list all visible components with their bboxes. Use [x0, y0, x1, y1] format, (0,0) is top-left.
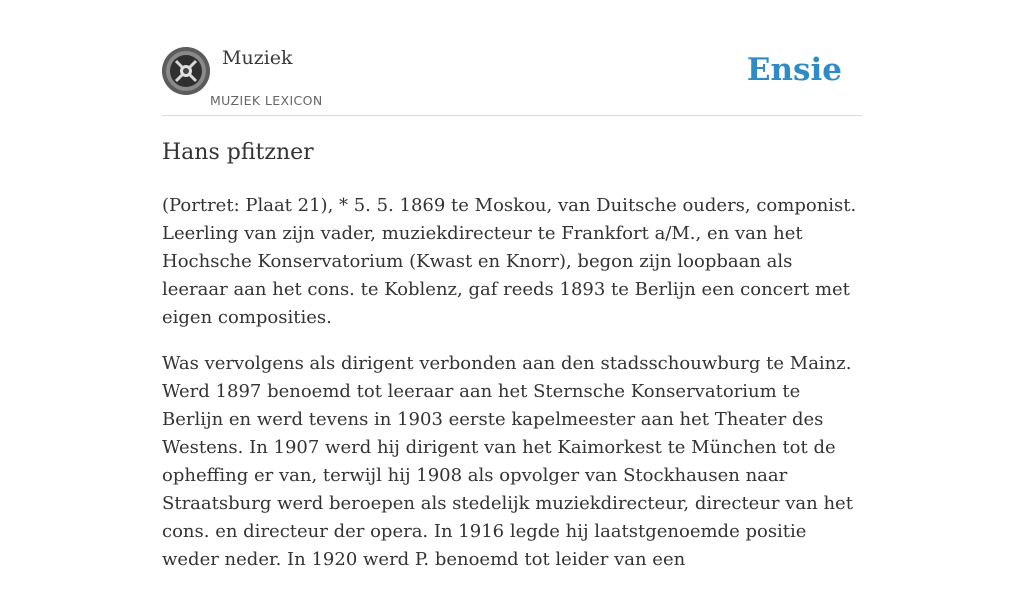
- emblem-logo-icon[interactable]: [162, 47, 210, 95]
- header: [162, 40, 862, 116]
- source-name[interactable]: Muziek: [222, 47, 293, 69]
- article-paragraph: Was vervolgens als dirigent verbonden aan den stadsschouwburg te Mainz. Werd 1897 benoemd tot leeraar aan het Sternsche Konservatorium te Berlijn en werd tevens in 1903 eerste kapelmeester aan het Theater des Westens. In 1907 werd hij dirigent van het Kaimorkest te München tot de opheffing er van, terwijl hij 1908 als opvolger van Stockhausen naar Straatsburg werd beroepen als stedelijk muziekdirecteur, directeur van het cons. en directeur der opera. In 1916 legde hij laatstgenoemde positie weder neder. In 1920 werd P. benoemd tot leider van een: [162, 353, 853, 570]
- article-title: Hans pfitzner: [162, 140, 314, 165]
- source-subtitle: MUZIEK LEXICON: [210, 93, 323, 108]
- article-body: [162, 192, 862, 592]
- brand-logo-link[interactable]: Ensie: [746, 52, 842, 88]
- article-paragraph: (Portret: Plaat 21), * 5. 5. 1869 te Moskou, van Duitsche ouders, componist. Leerling van zijn vader, muziekdirecteur te Frankfort a/M., en van het Hochsche Konservatorium (Kwast en Knorr), begon zijn loopbaan als leeraar aan het cons. te Koblenz, gaf reeds 1893 te Berlijn een concert met eigen composities.: [162, 195, 857, 328]
